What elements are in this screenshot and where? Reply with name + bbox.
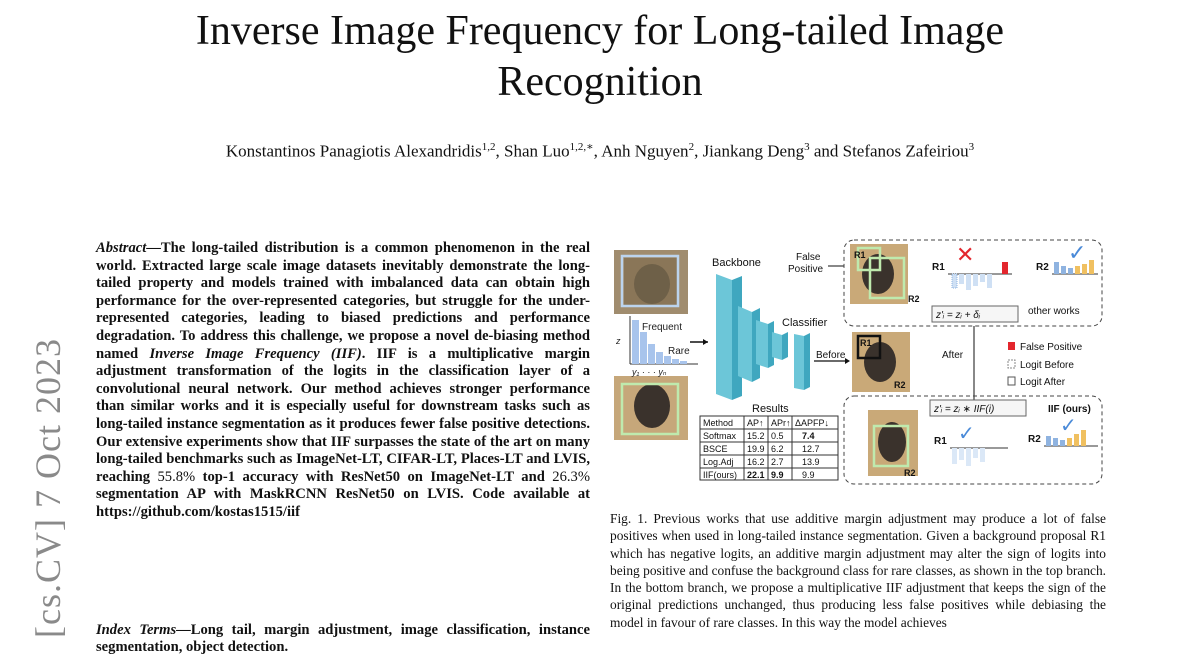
svg-text:R1: R1 — [932, 262, 945, 273]
svg-text:R2: R2 — [1028, 434, 1041, 445]
svg-text:R2: R2 — [904, 468, 916, 478]
legend-logit-after: Logit After — [1020, 377, 1066, 388]
arxiv-stamp: [cs.CV] 7 Oct 2023 — [28, 338, 68, 638]
results-cell: 15.2 — [747, 431, 765, 441]
author-name: Konstantinos Panagiotis Alexandridis — [225, 141, 482, 161]
index-terms-lead: Index Terms — [96, 622, 177, 638]
long-tail-distribution — [615, 316, 698, 377]
input-image-dog — [614, 376, 688, 440]
abstract-number-1: 55.8% — [157, 468, 196, 485]
formula-additive: z'ᵢ = zᵢ + δᵢ — [936, 310, 980, 321]
results-cell: 9.9 — [802, 470, 815, 480]
title-line-2: Recognition — [497, 59, 703, 105]
bottom-branch-iif — [844, 396, 1102, 484]
before-label: Before — [816, 350, 846, 361]
abstract-text-1: —The long-tailed distribution is a common phenomenon in the real world. Extracted large scale image datasets inevitably demonstrate the long-tailed property and models trained with imbalanced data can obtain high performance for the over-represented categories, but struggle for the under-represented categories, leading to biased predictions and performance degradation. To address this challenge, we propose a novel de-biasing method named — [96, 240, 590, 362]
results-header-dapfp: ΔAPFP↓ — [795, 418, 830, 428]
results-cell: BSCE — [703, 444, 728, 454]
author-name: Anh Nguyen — [601, 141, 689, 161]
svg-text:✓: ✓ — [958, 423, 975, 445]
title-line-1: Inverse Image Frequency for Long-tailed Image — [195, 8, 1005, 54]
false-positive-label-1: False — [796, 252, 821, 263]
frequent-label: Frequent — [642, 322, 683, 333]
results-cell: 6.2 — [771, 444, 784, 454]
abstract-text-4: segmentation AP with MaskRCNN ResNet50 on LVIS. Code available at https://github.com/kostas1515/iif — [96, 486, 590, 520]
results-cell: Log.Adj — [703, 457, 734, 467]
author-separator: and — [809, 141, 843, 161]
svg-text:R2: R2 — [1036, 262, 1049, 273]
legend-logit-before: Logit Before — [1020, 360, 1074, 371]
classifier-label: Classifier — [782, 317, 828, 329]
false-positive-label-2: Positive — [788, 264, 824, 275]
author-list — [0, 140, 1200, 162]
svg-text:✕: ✕ — [956, 242, 975, 267]
figure-legend — [1008, 342, 1083, 388]
author-affiliation: 3 — [804, 141, 810, 153]
results-header-apr: APr↑ — [771, 418, 791, 428]
backbone-network — [712, 257, 788, 400]
results-cell: 2.7 — [771, 457, 784, 467]
figure-1 — [612, 236, 1108, 492]
abstract-text-3: top-1 accuracy with ResNet50 on ImageNet-LT and — [195, 468, 553, 485]
abstract-method-name: Inverse Image Frequency (IIF) — [149, 345, 362, 362]
results-cell: 9.9 — [771, 470, 784, 480]
results-cell: 0.5 — [771, 431, 784, 441]
svg-text:z: z — [616, 336, 621, 346]
abstract-lead: Abstract — [96, 240, 147, 256]
svg-text:✓: ✓ — [1068, 240, 1087, 265]
author-separator: , — [593, 141, 602, 161]
svg-text:R1: R1 — [934, 436, 947, 447]
results-cell: 12.7 — [802, 444, 820, 454]
paper-title — [0, 6, 1200, 108]
svg-text:✓: ✓ — [1060, 415, 1077, 437]
figure-caption: Fig. 1. Previous works that use additive margin adjustment may produce a lot of false positives when used in long-tailed instance segmentation. Given a background proposal R1 which has negative logits, an additive margin adjustment may alter the sign of logits into being positive and confuse the background class for rare classes, as shown in the top branch. In the bottom branch, we propose a multiplicative IIF adjustment that keeps the sign of the original predictions unchanged, thus producing less false positives while debiasing the model in favour of rare classes. In this way the model achieves — [610, 511, 1106, 630]
after-label: After — [942, 350, 964, 361]
author-name: Stefanos Zafeiriou — [842, 141, 969, 161]
author-affiliation: 1,2,∗ — [569, 141, 594, 153]
svg-text:R1: R1 — [854, 250, 866, 260]
author-name: Jiankang Deng — [702, 141, 805, 161]
iif-ours-label: IIF (ours) — [1048, 404, 1091, 415]
legend-false-positive: False Positive — [1020, 342, 1083, 353]
results-cell: 7.4 — [802, 431, 815, 441]
other-works-label: other works — [1028, 306, 1080, 317]
abstract — [96, 240, 590, 522]
author-affiliation: 1,2 — [481, 141, 496, 153]
results-header-ap: AP↑ — [747, 418, 764, 428]
svg-text:y₁ · · · yₙ: y₁ · · · yₙ — [632, 367, 667, 377]
abstract-text-2: . IIF is a multiplicative margin adjustment transformation of the logits in the classification layer of a convolutional neural network. Our method achieves stronger performance than similar works and it is especially useful for downstream tasks such as long-tailed instance segmentation as it produces fewer false positive detections. Our extensive experiments show that IIF surpasses the state of the art on many long-tailed benchmarks such as ImageNet-LT, CIFAR-LT, Places-LT and LVIS, reaching — [96, 345, 590, 485]
top-branch-other-works — [844, 240, 1102, 326]
index-terms-text: —Long tail, margin adjustment, image classification, instance segmentation, object detection. — [96, 622, 590, 655]
results-title: Results — [752, 403, 789, 415]
results-cell: 22.1 — [747, 470, 765, 480]
formula-multiplicative: z'ᵢ = zᵢ ∗ IIF(i) — [934, 404, 995, 415]
results-cell: IIF(ours) — [703, 470, 738, 480]
author-separator: , — [495, 141, 505, 161]
results-cell: 19.9 — [747, 444, 765, 454]
proposal-image-middle — [852, 332, 910, 392]
index-terms — [96, 622, 590, 656]
results-header-method: Method — [703, 418, 734, 428]
author-affiliation: 2 — [688, 141, 695, 153]
results-cell: Softmax — [703, 431, 737, 441]
rare-label: Rare — [668, 346, 690, 357]
author-affiliation: 3 — [968, 141, 975, 153]
author-name: Shan Luo — [504, 141, 570, 161]
svg-text:R2: R2 — [894, 380, 906, 390]
backbone-label: Backbone — [712, 257, 761, 269]
svg-text:R1: R1 — [860, 338, 872, 348]
svg-text:R2: R2 — [908, 294, 920, 304]
results-cell: 16.2 — [747, 457, 765, 467]
results-cell: 13.9 — [802, 457, 820, 467]
input-image-fox — [614, 250, 688, 314]
author-separator: , — [694, 141, 703, 161]
abstract-number-2: 26.3% — [552, 468, 590, 485]
results-table — [700, 403, 838, 480]
